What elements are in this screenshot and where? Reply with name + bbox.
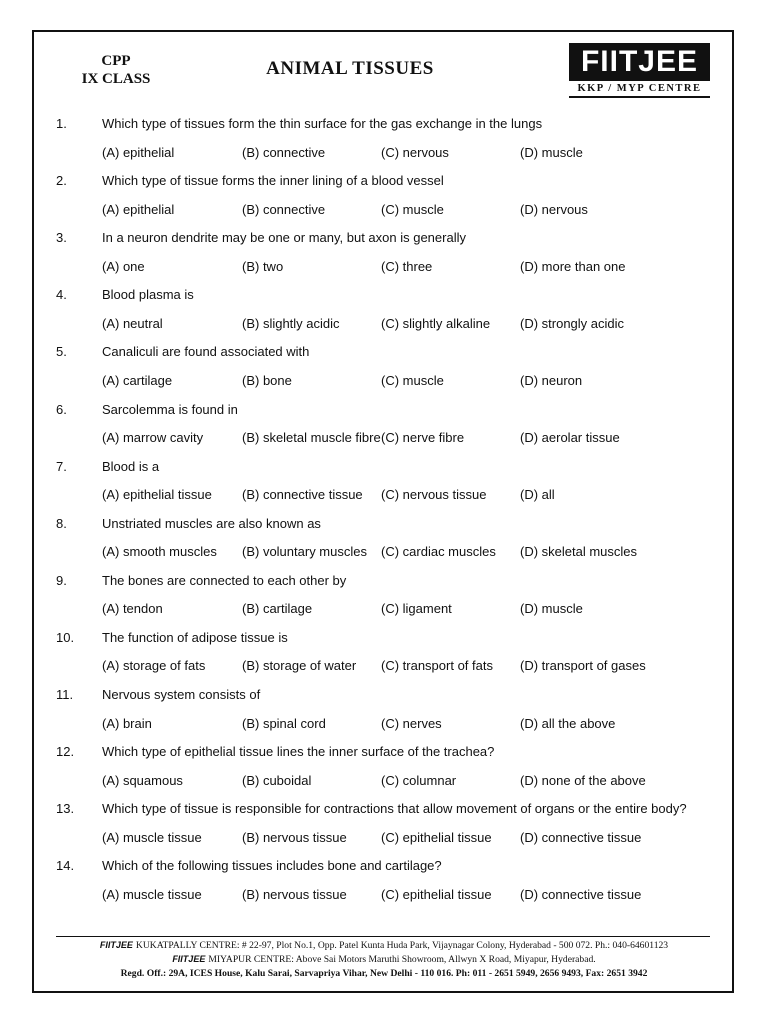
- option-b: (B) slightly acidic: [242, 315, 340, 331]
- option-d: (D) neuron: [520, 372, 583, 388]
- option-a: (A) neutral: [102, 315, 163, 331]
- option-c: (C) cardiac muscles: [381, 544, 496, 560]
- question-text: Nervous system consists of: [102, 687, 261, 702]
- question-number: 5.: [56, 344, 67, 360]
- footer-logo: FIITJEE: [172, 954, 206, 964]
- question-number: 9.: [56, 572, 67, 588]
- option-b: (B) nervous tissue: [242, 829, 347, 845]
- question-number: 13.: [56, 801, 75, 817]
- option-d: (D) strongly acidic: [520, 315, 625, 331]
- option-a: (A) tendon: [102, 601, 163, 617]
- option-b: (B) voluntary muscles: [242, 544, 367, 560]
- course-line-2: IX CLASS: [81, 71, 151, 87]
- option-c: (C) ligament: [381, 601, 452, 617]
- course-label: [80, 52, 152, 88]
- option-a: (A) muscle tissue: [102, 886, 202, 902]
- question-number: 10.: [56, 629, 75, 645]
- logo-underline: [569, 96, 710, 98]
- option-c: (C) epithelial tissue: [381, 829, 492, 845]
- question-text: Which type of epithelial tissue lines the inner surface of the trachea?: [102, 744, 495, 760]
- option-d: (D) all: [520, 487, 555, 503]
- option-d: (D) none of the above: [520, 772, 646, 788]
- question-number: 6.: [56, 401, 67, 417]
- option-b: (B) connective tissue: [242, 487, 363, 503]
- question-number: 7.: [56, 458, 67, 474]
- question-text: In a neuron dendrite may be one or many, but axon is generally: [102, 230, 466, 246]
- option-c: (C) nerves: [381, 715, 442, 731]
- option-c: (C) transport of fats: [381, 658, 493, 674]
- question-text: The bones are connected to each other by: [102, 572, 347, 588]
- option-a: (A) cartilage: [102, 372, 173, 388]
- option-d: (D) muscle: [520, 601, 583, 617]
- option-b: (B) two: [242, 258, 284, 274]
- question-number: 4.: [56, 287, 67, 303]
- option-b: (B) spinal cord: [242, 715, 326, 731]
- question-number: 12.: [56, 744, 75, 760]
- question-text: Which type of tissue forms the inner lining of a blood vessel: [102, 173, 444, 189]
- question-text: Which of the following tissues includes bone and cartilage?: [102, 858, 442, 874]
- option-d: (D) all the above: [520, 715, 616, 731]
- option-b: (B) cartilage: [242, 601, 313, 617]
- question-text: Which type of tissue is responsible for contractions that allow movement of organs or the entire body?: [102, 801, 687, 817]
- footer-regd-label: Regd. Off.:: [120, 968, 167, 979]
- option-a: (A) one: [102, 258, 145, 274]
- option-b: (B) skeletal muscle fibre: [242, 430, 381, 445]
- question-number: 1.: [56, 116, 67, 131]
- option-c: (C) three: [381, 258, 433, 274]
- fiitjee-logo: FIITJEE: [569, 43, 710, 81]
- option-d: (D) transport of gases: [520, 658, 646, 674]
- question-text: Canaliculi are found associated with: [102, 344, 310, 360]
- option-a: (A) marrow cavity: [102, 430, 204, 445]
- option-c: (C) muscle: [381, 201, 444, 217]
- question-number: 2.: [56, 173, 67, 189]
- option-d: (D) more than one: [520, 258, 626, 274]
- option-a: (A) epithelial: [102, 144, 175, 160]
- option-c: (C) epithelial tissue: [381, 886, 492, 902]
- question-text: The function of adipose tissue is: [102, 629, 288, 645]
- question-number: 14.: [56, 858, 75, 874]
- option-b: (B) storage of water: [242, 658, 357, 674]
- footer-line-1: KUKATPALLY CENTRE: # 22-97, Plot No.1, Opp. Patel Kunta Huda Park, Vijaynagar Colony, Hyderabad - 500 072. Ph.: 040-64601123: [135, 940, 669, 951]
- option-b: (B) connective: [242, 201, 326, 217]
- option-b: (B) connective: [242, 144, 326, 160]
- option-d: (D) muscle: [520, 144, 583, 160]
- option-b: (B) cuboidal: [242, 772, 312, 788]
- option-a: (A) epithelial: [102, 201, 175, 217]
- option-d: (D) connective tissue: [520, 829, 642, 845]
- option-c: (C) nervous tissue: [381, 487, 487, 503]
- footer-kukatpally: [40, 940, 728, 951]
- option-d: (D) connective tissue: [520, 886, 642, 902]
- question-text: Unstriated muscles are also known as: [102, 515, 321, 531]
- option-b: (B) bone: [242, 372, 292, 388]
- option-b: (B) nervous tissue: [242, 886, 347, 902]
- footer-logo: FIITJEE: [99, 940, 133, 950]
- course-line-1: CPP: [101, 53, 131, 69]
- option-c: (C) muscle: [381, 372, 444, 388]
- question-number: 3.: [56, 230, 67, 246]
- option-c: (C) nerve fibre: [381, 430, 465, 445]
- option-a: (A) brain: [102, 715, 152, 731]
- option-a: (A) epithelial tissue: [102, 487, 212, 503]
- option-d: (D) nervous: [520, 201, 588, 217]
- question-text: Sarcolemma is found in: [102, 401, 238, 417]
- option-c: (C) columnar: [381, 772, 457, 788]
- question-text: Blood is a: [102, 458, 160, 474]
- option-a: (A) muscle tissue: [102, 829, 202, 845]
- footer-divider: [56, 936, 710, 937]
- option-d: (D) skeletal muscles: [520, 544, 638, 560]
- question-text: Which type of tissues form the thin surface for the gas exchange in the lungs: [102, 116, 543, 131]
- option-a: (A) squamous: [102, 772, 183, 788]
- footer-line-3: 29A, ICES House, Kalu Sarai, Sarvapriya Vihar, New Delhi - 110 016. Ph: 011 - 2651 5949, 2656 9493, Fax: 2651 3942: [166, 968, 648, 979]
- option-a: (A) storage of fats: [102, 658, 206, 674]
- option-a: (A) smooth muscles: [102, 544, 217, 560]
- option-c: (C) slightly alkaline: [381, 315, 491, 331]
- option-c: (C) nervous: [381, 144, 449, 160]
- page-title: ANIMAL TISSUES: [266, 58, 434, 79]
- option-d: (D) aerolar tissue: [520, 430, 620, 445]
- centre-label: KKP / MYP CENTRE: [577, 83, 702, 94]
- footer-line-2: MIYAPUR CENTRE: Above Sai Motors Maruthi Showroom, Allwyn X Road, Miyapur, Hyderabad.: [208, 954, 596, 965]
- question-number: 8.: [56, 515, 67, 531]
- footer-regd-office: [40, 968, 728, 979]
- footer-miyapur: [40, 954, 728, 965]
- question-number: 11.: [56, 687, 74, 702]
- question-text: Blood plasma is: [102, 287, 194, 303]
